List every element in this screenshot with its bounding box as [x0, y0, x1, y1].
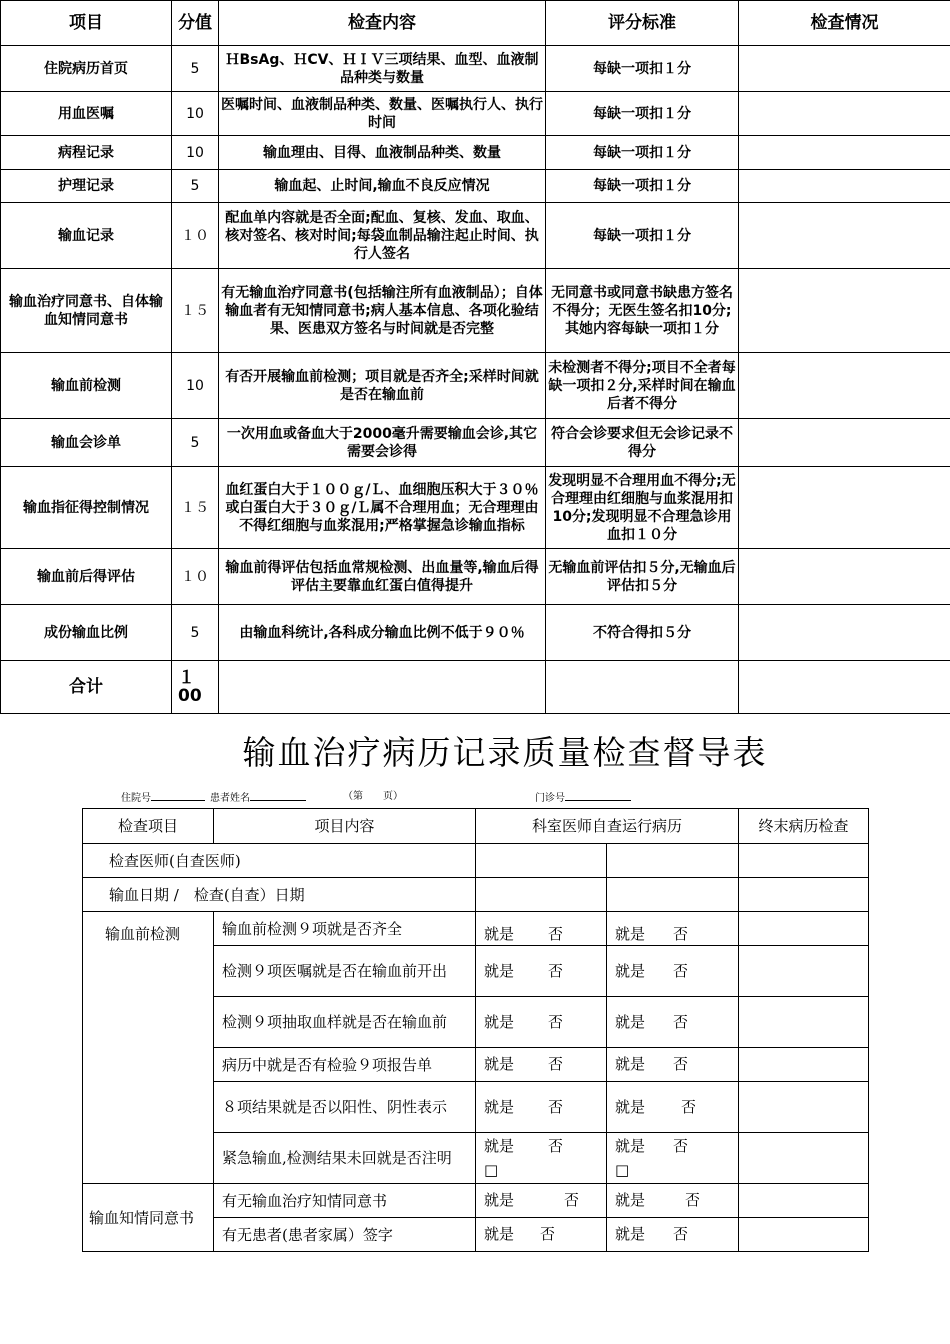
check-item-text: 有无输血治疗知情同意书	[214, 1184, 476, 1218]
header-standard: 评分标准	[546, 1, 739, 46]
row-status-cell[interactable]	[739, 203, 950, 269]
row-item: 护理记录	[1, 170, 172, 203]
row-item: 成份输血比例	[1, 605, 172, 661]
row-status-cell[interactable]	[739, 419, 950, 467]
total-empty-cell	[219, 661, 546, 714]
self-check-choice[interactable]	[476, 1048, 607, 1082]
row-content: 由输血科统计,各科成分输血比例不低于９０％	[219, 605, 546, 661]
self-check-choice[interactable]	[476, 1133, 607, 1184]
self-check-choice[interactable]	[476, 1082, 607, 1133]
row-score: １５	[172, 269, 219, 353]
yes-option[interactable]: 就是	[484, 925, 515, 943]
header-self-check: 科室医师自查运行病历	[476, 809, 739, 844]
row-item: 病程记录	[1, 136, 172, 170]
date-self-cell[interactable]	[476, 878, 607, 912]
check-item-text: 病历中就是否有检验９项报告单	[214, 1048, 476, 1082]
row-standard: 每缺一项扣１分	[546, 170, 739, 203]
yes-option[interactable]: 就是	[615, 961, 646, 980]
yes-option[interactable]: 就是	[615, 925, 646, 943]
table-row	[1, 46, 950, 92]
no-option[interactable]: 否	[548, 925, 564, 943]
no-option[interactable]: 否	[673, 1012, 689, 1031]
row-score: １５	[172, 467, 219, 549]
total-empty-cell	[546, 661, 739, 714]
row-standard: 符合会诊要求但无会诊记录不得分	[546, 419, 739, 467]
final-check-choice[interactable]	[607, 1048, 739, 1082]
yes-option[interactable]: 就是	[615, 1012, 646, 1031]
yes-option[interactable]: 就是	[615, 1055, 646, 1073]
header-content: 检查内容	[219, 1, 546, 46]
row-standard: 无同意书或同意书缺患方签名不得分；无医生签名扣10分;其她内容每缺一项扣１分	[546, 269, 739, 353]
yes-option[interactable]: 就是	[484, 1191, 515, 1209]
clinic-no-label: 门诊号	[535, 793, 565, 804]
row-content: 有否开展输血前检测；项目就是否齐全;采样时间就是否在输血前	[219, 353, 546, 419]
row-status-cell[interactable]	[739, 353, 950, 419]
row-score: 5	[172, 419, 219, 467]
final-review-cell[interactable]	[739, 1133, 869, 1184]
total-row	[1, 661, 950, 714]
row-standard: 每缺一项扣１分	[546, 92, 739, 136]
row-standard: 不符合得扣５分	[546, 605, 739, 661]
row-status-cell[interactable]	[739, 269, 950, 353]
final-review-cell[interactable]	[739, 1218, 869, 1252]
clinic-no-blank[interactable]	[565, 790, 631, 801]
final-review-cell[interactable]	[739, 1184, 869, 1218]
yes-option[interactable]: 就是	[484, 1225, 515, 1243]
header-final-check: 终末病历检查	[739, 809, 869, 844]
row-standard: 每缺一项扣１分	[546, 46, 739, 92]
admission-no-label: 住院号	[121, 793, 151, 804]
row-content: 输血理由、目得、血液制品种类、数量	[219, 136, 546, 170]
check-item-text: 输血前检测９项就是否齐全	[214, 912, 476, 946]
admission-no-blank[interactable]	[151, 790, 205, 801]
row-content: 有无输血治疗同意书(包括输注所有血液制品）；自体输血者有无知情同意书;病人基本信息、各项化验结果、医患双方签名与时间就是否完整	[219, 269, 546, 353]
row-score: １０	[172, 549, 219, 605]
yes-option[interactable]: 就是	[484, 1136, 515, 1155]
no-option[interactable]: 否	[548, 1136, 564, 1155]
row-item: 输血记录	[1, 203, 172, 269]
row-item: 输血治疗同意书、自体输血知情同意书	[1, 269, 172, 353]
final-check-choice[interactable]	[607, 1082, 739, 1133]
category-informed-consent: 输血知情同意书	[83, 1184, 214, 1252]
clinic-no-field[interactable]	[535, 790, 631, 806]
inspection-form-header	[83, 809, 869, 844]
row-status-cell[interactable]	[739, 46, 950, 92]
final-check-choice[interactable]	[607, 997, 739, 1048]
row-score: 10	[172, 353, 219, 419]
no-option[interactable]: 否	[673, 925, 689, 943]
final-check-choice[interactable]	[607, 1218, 739, 1252]
self-check-choice[interactable]	[476, 1218, 607, 1252]
row-content: ＨBsAg、ＨCV、ＨＩＶ三项结果、血型、血液制品种类与数量	[219, 46, 546, 92]
yes-option[interactable]: 就是	[484, 961, 515, 980]
header-check-item: 检查项目	[83, 809, 214, 844]
check-row	[83, 912, 869, 946]
row-item: 输血指征得控制情况	[1, 467, 172, 549]
self-check-choice[interactable]	[476, 1184, 607, 1218]
row-standard: 每缺一项扣１分	[546, 136, 739, 170]
no-option[interactable]: 否	[673, 961, 689, 980]
row-content: 一次用血或备血大于2000毫升需要输血会诊,其它需要会诊得	[219, 419, 546, 467]
inspection-form-table	[82, 808, 869, 1252]
table-row	[1, 136, 950, 170]
row-content: 医嘱时间、血液制品种类、数量、医嘱执行人、执行时间	[219, 92, 546, 136]
table-row	[1, 549, 950, 605]
row-status-cell[interactable]	[739, 467, 950, 549]
total-label: 合计	[1, 661, 172, 714]
row-item: 住院病历首页	[1, 46, 172, 92]
row-content: 输血前得评估包括血常规检测、出血量等,输血后得评估主要靠血红蛋白值得提升	[219, 549, 546, 605]
final-review-cell[interactable]	[739, 997, 869, 1048]
form-title: 输血治疗病历记录质量检查督导表	[242, 733, 768, 772]
final-review-cell[interactable]	[739, 1048, 869, 1082]
table-row	[1, 467, 950, 549]
patient-name-blank[interactable]	[250, 790, 306, 801]
table-row	[1, 419, 950, 467]
date-row-label: 输血日期 / 检查(自查）日期	[83, 878, 476, 912]
row-status-cell[interactable]	[739, 170, 950, 203]
row-score: １０	[172, 203, 219, 269]
admission-no-field[interactable]	[121, 790, 205, 806]
row-score: 5	[172, 605, 219, 661]
total-empty-cell	[739, 661, 950, 714]
header-status: 检查情况	[739, 1, 950, 46]
self-check-choice[interactable]	[476, 997, 607, 1048]
header-item: 项目	[1, 1, 172, 46]
doctor-row	[83, 844, 869, 878]
no-option[interactable]: 否	[673, 1136, 689, 1155]
check-item-text: 检测９项医嘱就是否在输血前开出	[214, 946, 476, 997]
check-item-text: 紧急输血,检测结果未回就是否注明	[214, 1133, 476, 1184]
checkbox-icon[interactable]: □	[484, 1160, 499, 1179]
table-row	[1, 92, 950, 136]
final-review-cell[interactable]	[739, 912, 869, 946]
row-status-cell[interactable]	[739, 549, 950, 605]
no-option[interactable]: 否	[681, 1097, 697, 1116]
row-score: 5	[172, 46, 219, 92]
row-content: 配血单内容就是否全面;配血、复核、发血、取血、核对签名、核对时间;每袋血制品输注起止时间、执行人签名	[219, 203, 546, 269]
row-item: 输血会诊单	[1, 419, 172, 467]
patient-name-field[interactable]	[210, 790, 306, 806]
header-item-content: 项目内容	[214, 809, 476, 844]
row-standard: 无输血前评估扣５分,无输血后评估扣５分	[546, 549, 739, 605]
check-item-text: 检测９项抽取血样就是否在输血前	[214, 997, 476, 1048]
row-status-cell[interactable]	[739, 605, 950, 661]
row-score: 5	[172, 170, 219, 203]
row-standard: 未检测者不得分;项目不全者每缺一项扣２分,采样时间在输血后者不得分	[546, 353, 739, 419]
yes-option[interactable]: 就是	[615, 1225, 646, 1243]
date-row	[83, 878, 869, 912]
self-check-choice[interactable]	[476, 912, 607, 946]
yes-option[interactable]: 就是	[615, 1136, 646, 1155]
row-standard: 发现明显不合理用血不得分;无合理理由红细胞与血浆混用扣10分;发现明显不合理急诊用血扣１０分	[546, 467, 739, 549]
no-option[interactable]: 否	[548, 961, 564, 980]
table-row	[1, 203, 950, 269]
no-option[interactable]: 否	[673, 1055, 689, 1073]
no-option[interactable]: 否	[564, 1191, 580, 1209]
doctor-self-cell-2[interactable]	[607, 844, 739, 878]
table-row	[1, 353, 950, 419]
row-content: 血红蛋白大于１００ｇ/Ｌ、血细胞压积大于３０％或白蛋白大于３０ｇ/Ｌ属不合理用血；无合理理由不得红细胞与血浆混用;严格掌握急诊输血指标	[219, 467, 546, 549]
check-item-text: ８项结果就是否以阳性、阴性表示	[214, 1082, 476, 1133]
checkbox-icon[interactable]: □	[615, 1160, 630, 1179]
yes-option[interactable]: 就是	[615, 1097, 646, 1116]
row-item: 用血医嘱	[1, 92, 172, 136]
date-final-cell[interactable]	[739, 878, 869, 912]
check-item-text: 有无患者(患者家属）签字	[214, 1218, 476, 1252]
page-label: （第 页）	[343, 791, 403, 802]
no-option[interactable]: 否	[548, 1012, 564, 1031]
header-score: 分值	[172, 1, 219, 46]
final-check-choice[interactable]	[607, 912, 739, 946]
table-row	[1, 170, 950, 203]
yes-option[interactable]: 就是	[615, 1191, 646, 1209]
no-option[interactable]: 否	[548, 1097, 564, 1116]
no-option[interactable]: 否	[673, 1225, 689, 1243]
doctor-final-cell[interactable]	[739, 844, 869, 878]
final-review-cell[interactable]	[739, 1082, 869, 1133]
yes-option[interactable]: 就是	[484, 1055, 515, 1073]
final-check-choice[interactable]	[607, 946, 739, 997]
check-row	[83, 1184, 869, 1218]
final-check-choice[interactable]	[607, 1184, 739, 1218]
row-score: 10	[172, 136, 219, 170]
date-self-cell-2[interactable]	[607, 878, 739, 912]
no-option[interactable]: 否	[540, 1225, 556, 1243]
no-option[interactable]: 否	[548, 1055, 564, 1073]
yes-option[interactable]: 就是	[484, 1097, 515, 1116]
row-content: 输血起、止时间,输血不良反应情况	[219, 170, 546, 203]
row-status-cell[interactable]	[739, 136, 950, 170]
final-review-cell[interactable]	[739, 946, 869, 997]
category-pre-transfusion-test: 输血前检测	[83, 912, 214, 1184]
no-option[interactable]: 否	[685, 1191, 701, 1209]
final-check-choice[interactable]	[607, 1133, 739, 1184]
table-row	[1, 605, 950, 661]
row-score: 10	[172, 92, 219, 136]
doctor-row-label: 检查医师(自查医师)	[83, 844, 476, 878]
total-score: １ 00	[172, 661, 219, 714]
self-check-choice[interactable]	[476, 946, 607, 997]
row-standard: 每缺一项扣１分	[546, 203, 739, 269]
row-item: 输血前后得评估	[1, 549, 172, 605]
doctor-self-cell[interactable]	[476, 844, 607, 878]
row-status-cell[interactable]	[739, 92, 950, 136]
patient-name-label: 患者姓名	[210, 793, 250, 804]
table-row	[1, 269, 950, 353]
yes-option[interactable]: 就是	[484, 1012, 515, 1031]
row-item: 输血前检测	[1, 353, 172, 419]
scoring-table-header	[1, 1, 950, 46]
